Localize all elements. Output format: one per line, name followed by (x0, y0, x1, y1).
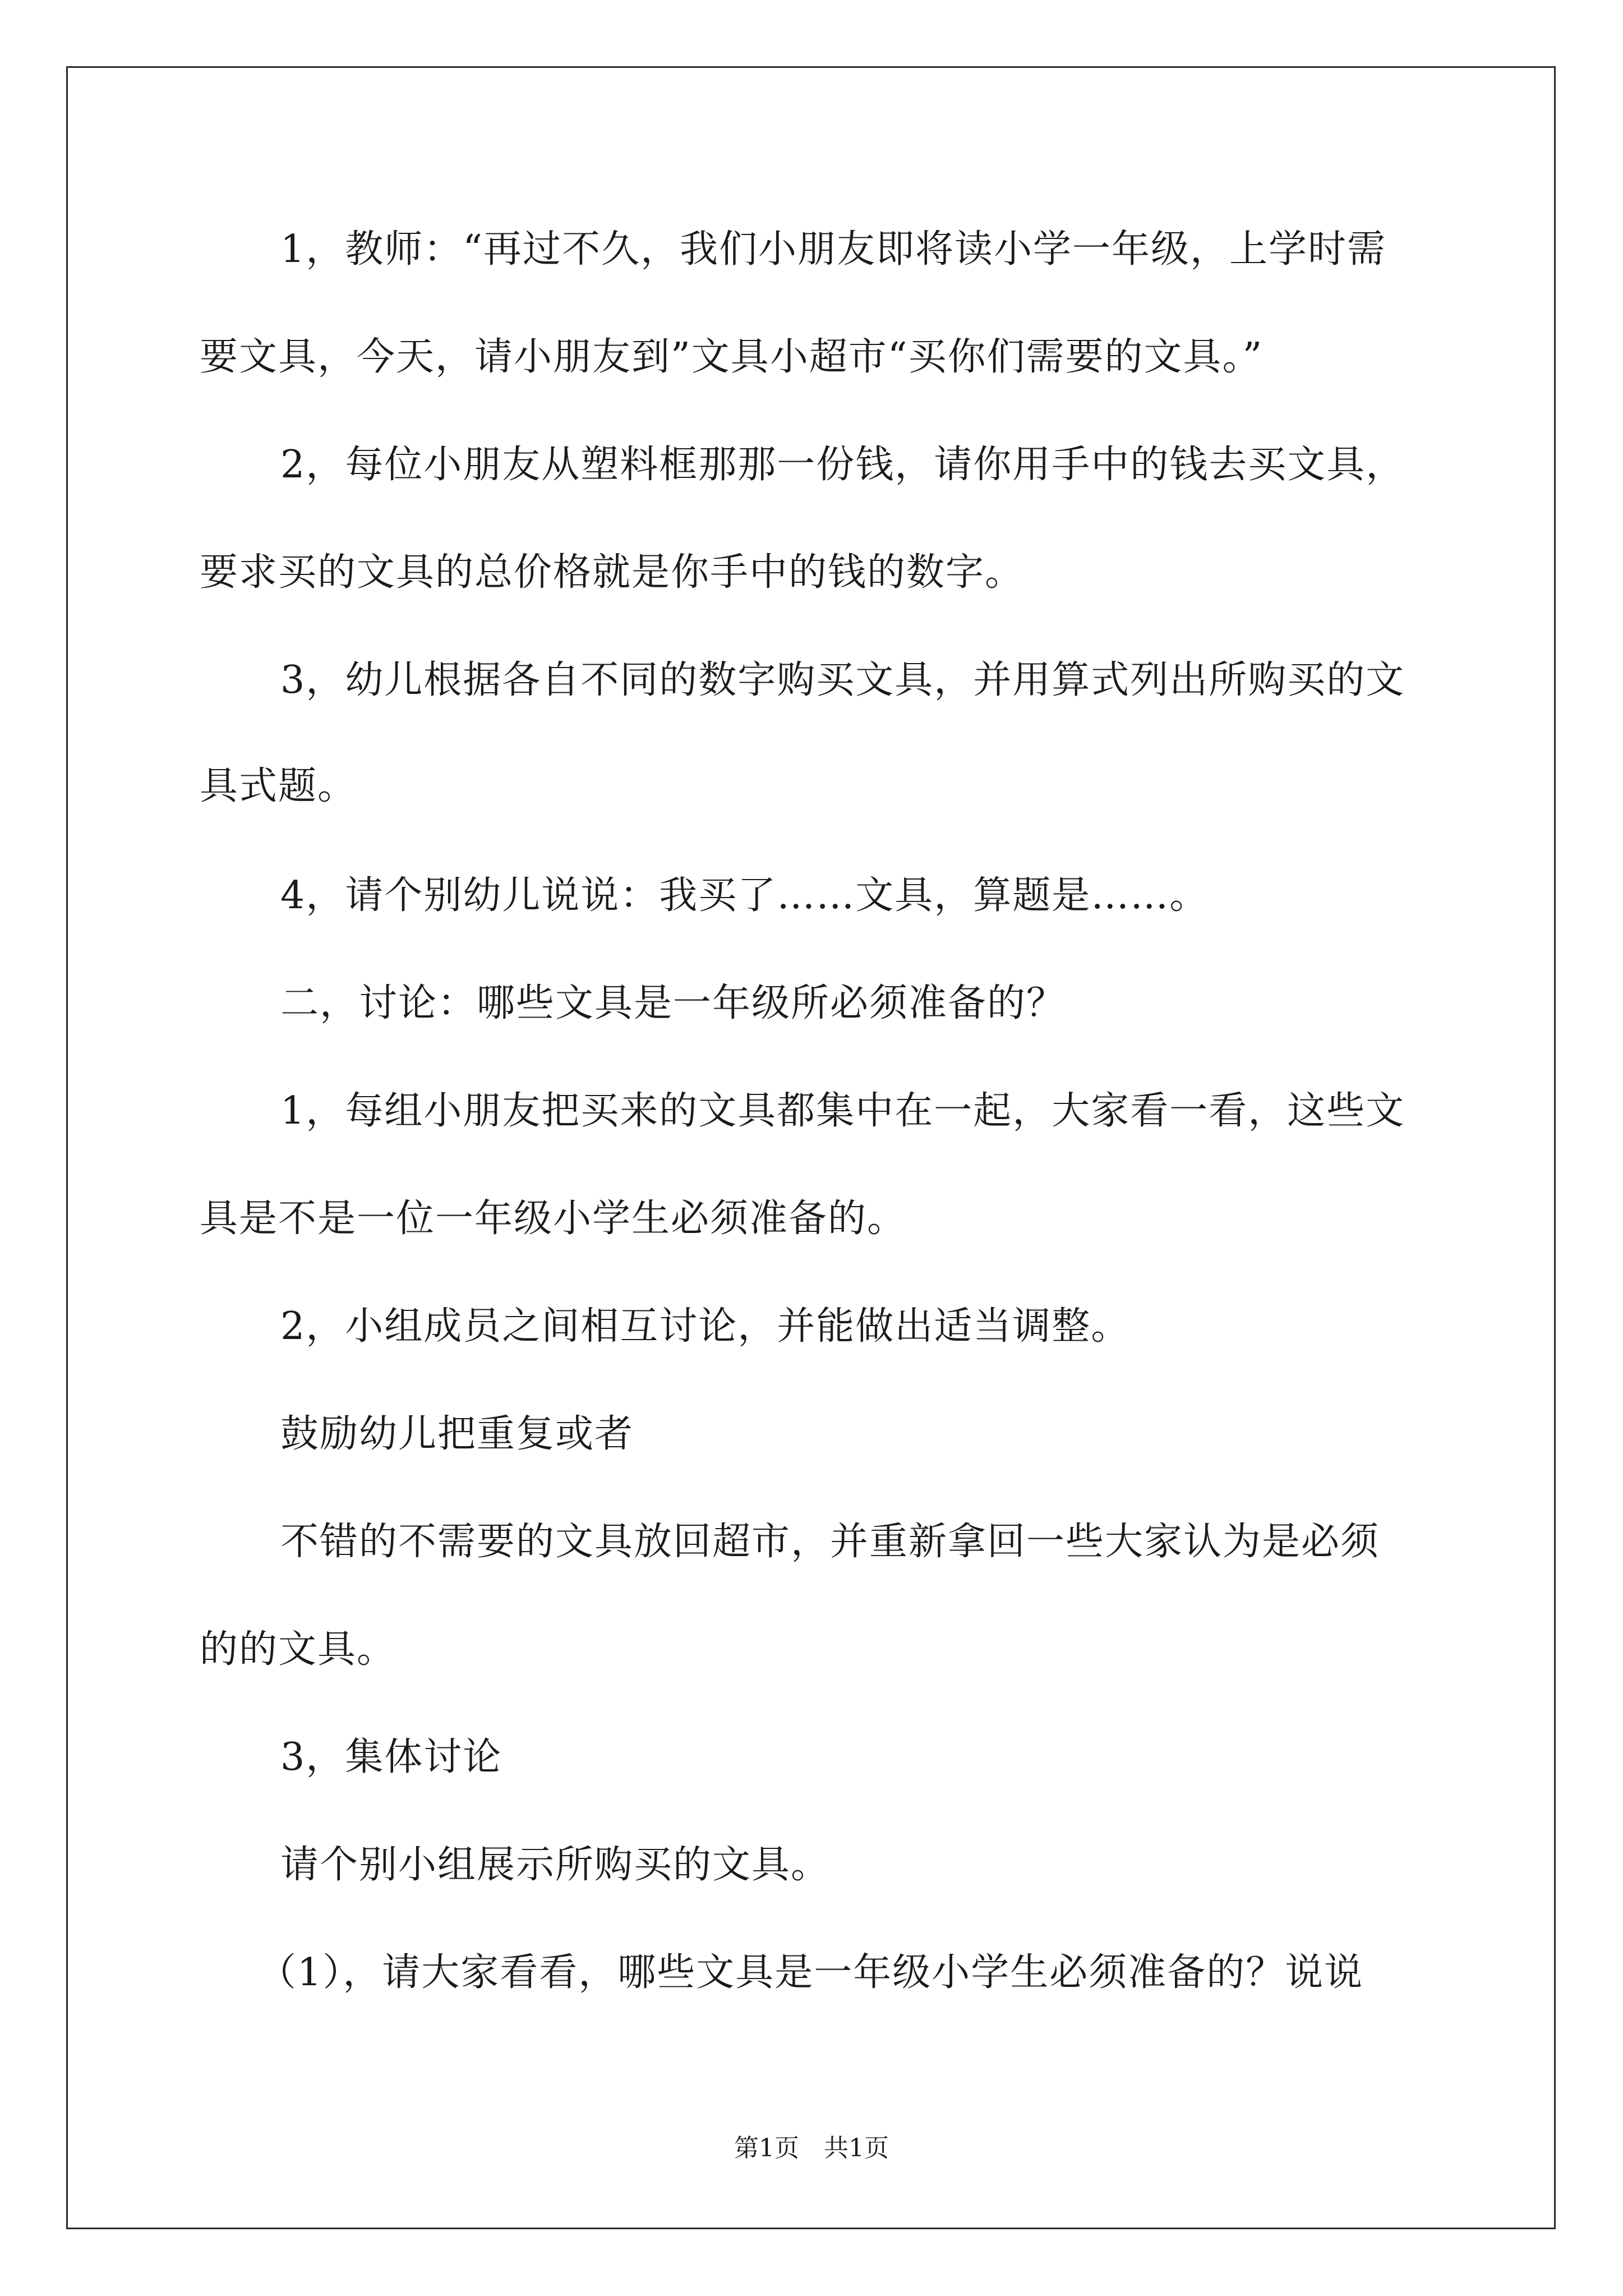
paragraph-line: 2，每位小朋友从塑料框那那一份钱，请你用手中的钱去买文具， (280, 443, 1405, 487)
paragraph-line: 3，集体讨论 (280, 1735, 502, 1779)
paragraph-line: 1，教师：“再过不久，我们小朋友即将读小学一年级，上学时需 (280, 227, 1387, 272)
page-border (66, 66, 1556, 2229)
paragraph-line: （1），请大家看看，哪些文具是一年级小学生必须准备的？说说 (258, 1950, 1364, 1995)
paragraph-line: 二，讨论：哪些文具是一年级所必须准备的？ (280, 981, 1066, 1025)
paragraph-line: 3，幼儿根据各自不同的数字购买文具，并用算式列出所购买的文 (280, 658, 1405, 702)
paragraph-line: 不错的不需要的文具放回超市，并重新拿回一些大家认为是必须 (280, 1520, 1380, 1564)
paragraph-line: 要求买的文具的总价格就是你手中的钱的数字。 (200, 550, 1025, 595)
paragraph-line: 具是不是一位一年级小学生必须准备的。 (200, 1197, 907, 1241)
paragraph-line: 具式题。 (200, 764, 357, 808)
paragraph-line: 2，小组成员之间相互讨论，并能做出适当调整。 (280, 1304, 1131, 1349)
paragraph-line: 要文具，今天，请小朋友到”文具小超市“买你们需要的文具。” (200, 335, 1264, 379)
paragraph-line: 1，每组小朋友把买来的文具都集中在一起，大家看一看，这些文 (280, 1089, 1405, 1133)
paragraph-line: 的的文具。 (200, 1627, 396, 1672)
paragraph-line: 鼓励幼儿把重复或者 (280, 1412, 634, 1456)
page-footer: 第1页 共1页 (734, 2134, 889, 2162)
paragraph-line: 4，请个别幼儿说说：我买了……文具，算题是……。 (280, 873, 1209, 918)
paragraph-line: 请个别小组展示所购买的文具。 (280, 1843, 831, 1887)
